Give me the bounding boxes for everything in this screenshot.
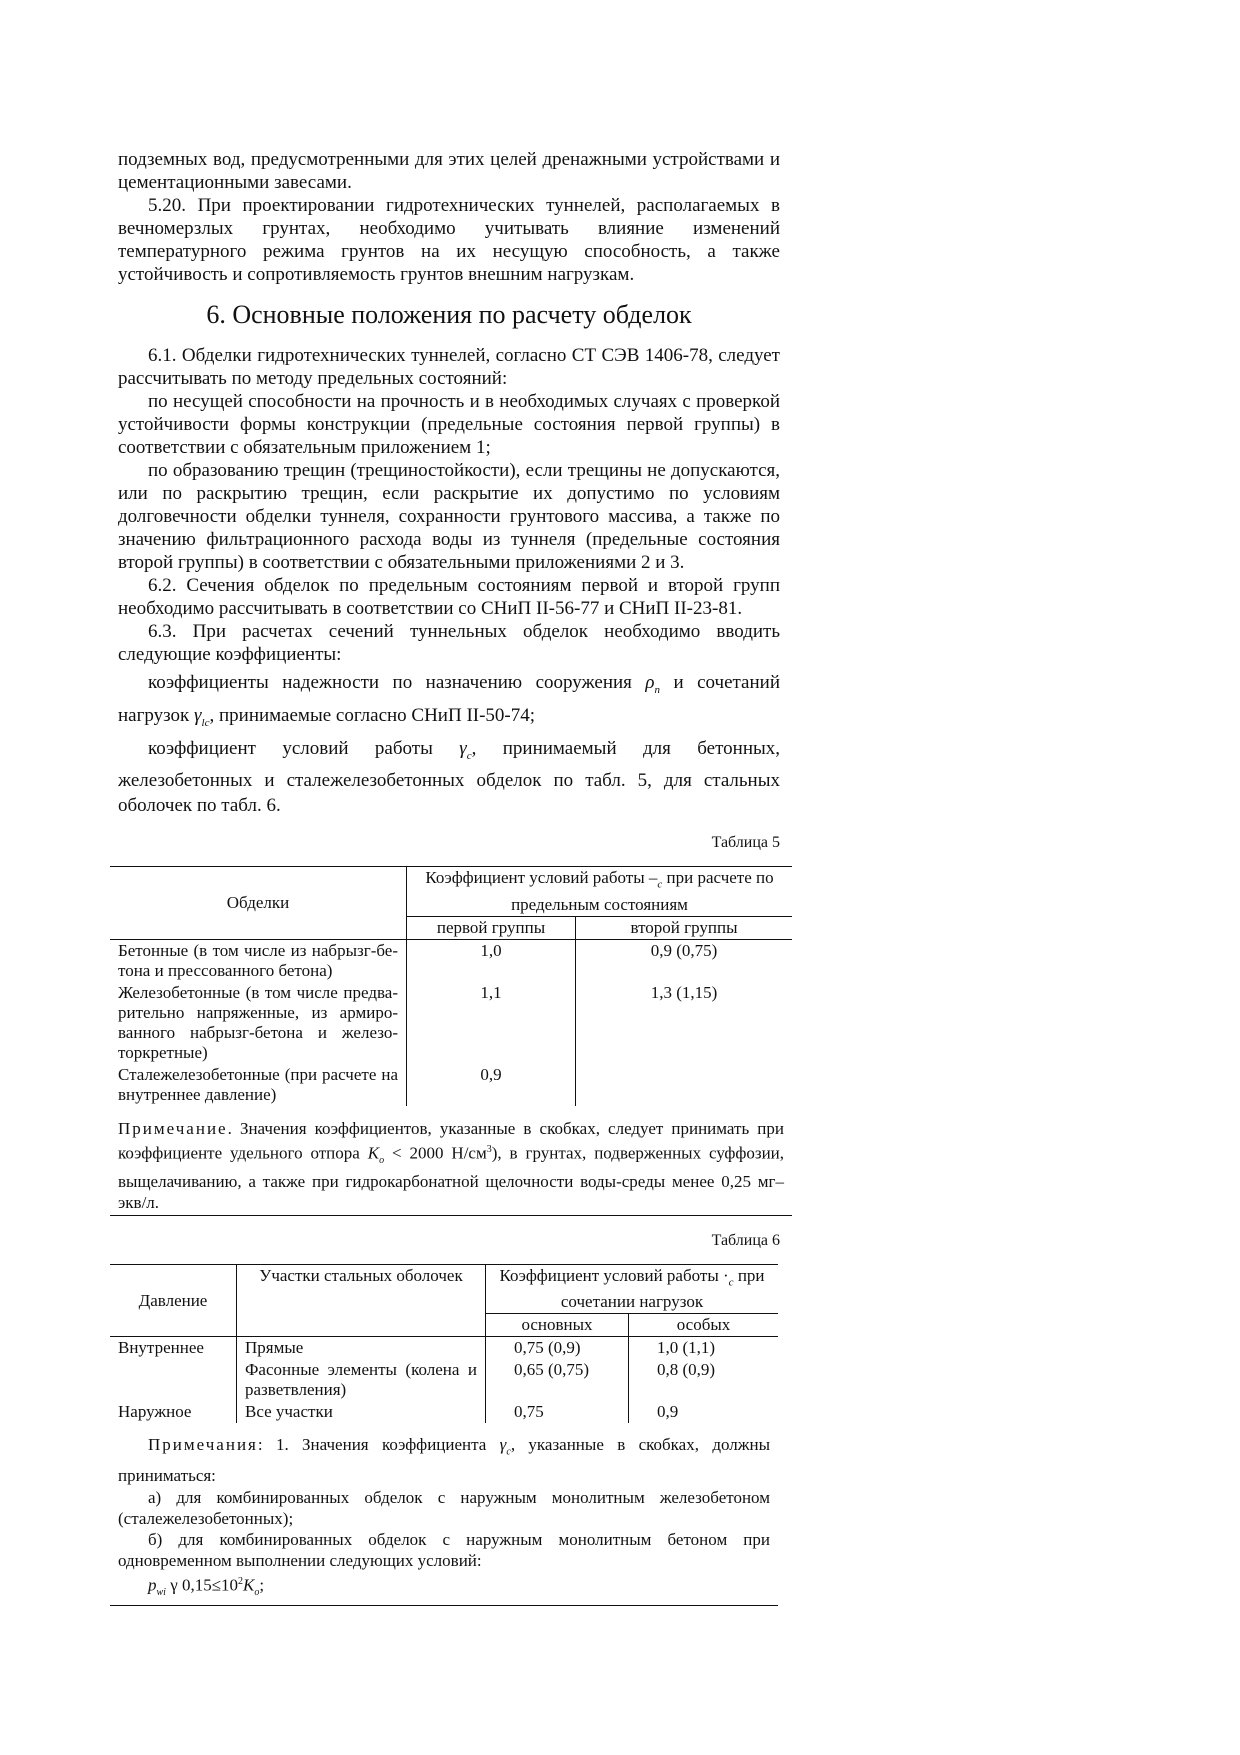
table-row: Фасонные элементы (колена и разветвления) 0,65 (0,75) 0,8 (0,9) bbox=[110, 1359, 778, 1401]
table-5-note: Примечание. Значения коэффициентов, указанные в скобках, следует принимать при коэффициенте удельного отпора $K_o < 2000$ $Н/см^3$), в грунтах, подверженных суффозии, выщелачиванию, а также при гидрокарбонатной щелочности воды-среды менее 0,25 мг–экв/л. bbox=[110, 1106, 792, 1216]
note-item-b: б) для комбинированных обделок с наружным монолитным бетоном при одновременном выполнении следующих условий: bbox=[118, 1529, 770, 1570]
table-5-header-first: первой группы bbox=[407, 916, 576, 939]
table-5 bbox=[110, 866, 792, 1105]
table-5-header-second: второй группы bbox=[576, 916, 793, 939]
note-item-a: а) для комбинированных обделок с наружным монолитным железобетоном (сталежелезобетонных); bbox=[118, 1487, 770, 1528]
gamma-symbol: γ bbox=[459, 737, 467, 759]
table-6-header-parts: Участки стальных оболочек bbox=[237, 1264, 486, 1336]
formula: $p_{wi}$ γ $0,15\le 10^2K_o$; bbox=[148, 1575, 265, 1598]
table-6-header-basic: основных bbox=[486, 1314, 629, 1337]
table-6-caption: Таблица 6 bbox=[711, 1231, 780, 1249]
table-row: Наружное Все участки 0,75 0,9 bbox=[110, 1401, 778, 1423]
paragraph-continuation: подземных вод, предусмотренными для этих целей дренажными устройствами и цементационными завесами. bbox=[118, 149, 780, 193]
section-heading: 6. Основные положения по расчету обделок bbox=[206, 300, 692, 329]
gamma-symbol: γ bbox=[194, 704, 202, 726]
paragraph-6-3-a: коэффициенты надежности по назначению сооружения $\rho_n$ и сочетаний нагрузок $\gamma_{lc}$, принимаемые согласно СНиП II-50-74; bbox=[118, 672, 780, 729]
table-row: Железобетонные (в том числе предварительно напряженные, из армированного набрызг-бетона и железоторкретные) 1,1 1,3 (1,15) bbox=[110, 982, 792, 1064]
table-row: Внутреннее Прямые 0,75 (0,9) 1,0 (1,1) bbox=[110, 1337, 778, 1360]
table-5-header-obdelki: Обделки bbox=[110, 867, 407, 939]
paragraph-6-1-a: по несущей способности на прочность и в необходимых случаях с проверкой устойчивости формы конструкции (предельные состояния первой группы) в соответствии с обязательным приложением 1; bbox=[118, 391, 780, 458]
table-5-header-group: Коэффициент условий работы $-_c$ при расчете по предельным состояниям bbox=[407, 867, 793, 916]
document-page bbox=[118, 148, 785, 1606]
paragraph-5-20: 5.20. При проектировании гидротехнических туннелей, располагаемых в вечномерзлых грунтах, необходимо учитывать влияние изменений температурного режима грунтов на их несущую способность, а также устойчивость и сопротивляемость грунтов внешним нагрузкам. bbox=[118, 195, 780, 285]
paragraph-6-3-b: коэффициент условий работы $\gamma_c$, принимаемый для бетонных, железобетонных и сталежелезобетонных обделок по табл. 5, для стальных оболочек по табл. 6. bbox=[118, 737, 780, 817]
table-row: Сталежелезобетонные (при расчете на внутреннее давление) 0,9 bbox=[110, 1064, 792, 1106]
rho-symbol: ρ bbox=[645, 672, 655, 693]
table-6 bbox=[110, 1264, 778, 1423]
table-6-header-special: особых bbox=[629, 1314, 779, 1337]
paragraph-6-1: 6.1. Обделки гидротехнических туннелей, согласно СТ СЭВ 1406-78, следует рассчитывать по методу предельных состояний: bbox=[118, 345, 780, 389]
paragraph-6-2: 6.2. Сечения обделок по предельным состояниям первой и второй групп необходимо рассчитывать в соответствии со СНиП II-56-77 и СНиП II-23-81. bbox=[118, 575, 780, 619]
table-5-caption: Таблица 5 bbox=[711, 834, 780, 852]
table-row: Бетонные (в том числе из набрызг-бетона и прессованного бетона) 1,0 0,9 (0,75) bbox=[110, 939, 792, 982]
table-6-header-group: Коэффициент условий работы $\cdot_c$ при сочетании нагрузок bbox=[486, 1264, 779, 1313]
table-6-header-pressure: Давление bbox=[110, 1264, 237, 1336]
paragraph-6-3: 6.3. При расчетах сечений туннельных обделок необходимо вводить следующие коэффициенты: bbox=[118, 621, 780, 665]
paragraph-6-1-b: по образованию трещин (трещиностойкости), если трещины не допускаются, или по раскрытию трещин, если раскрытие их допустимо по условиям долговечности обделки туннеля, сохранности грунтового массива, а также по значению фильтрационного расхода воды из туннеля (предельные состояния второй группы) в соответствии с обязательными приложениями 2 и 3. bbox=[118, 460, 780, 573]
table-6-notes: Примечания: 1. Значения коэффициента $\gamma_c$, указанные в скобках, должны приниматься: а) для комбинированных обделок с наружным монолитным железобетоном (сталежелезобетонных); б) для комбинированных обделок с наружным монолитным бетоном при одновременном выполнении следующих условий: $p_{wi}$ γ $0,15\le 10^2K_o$; bbox=[110, 1423, 778, 1605]
